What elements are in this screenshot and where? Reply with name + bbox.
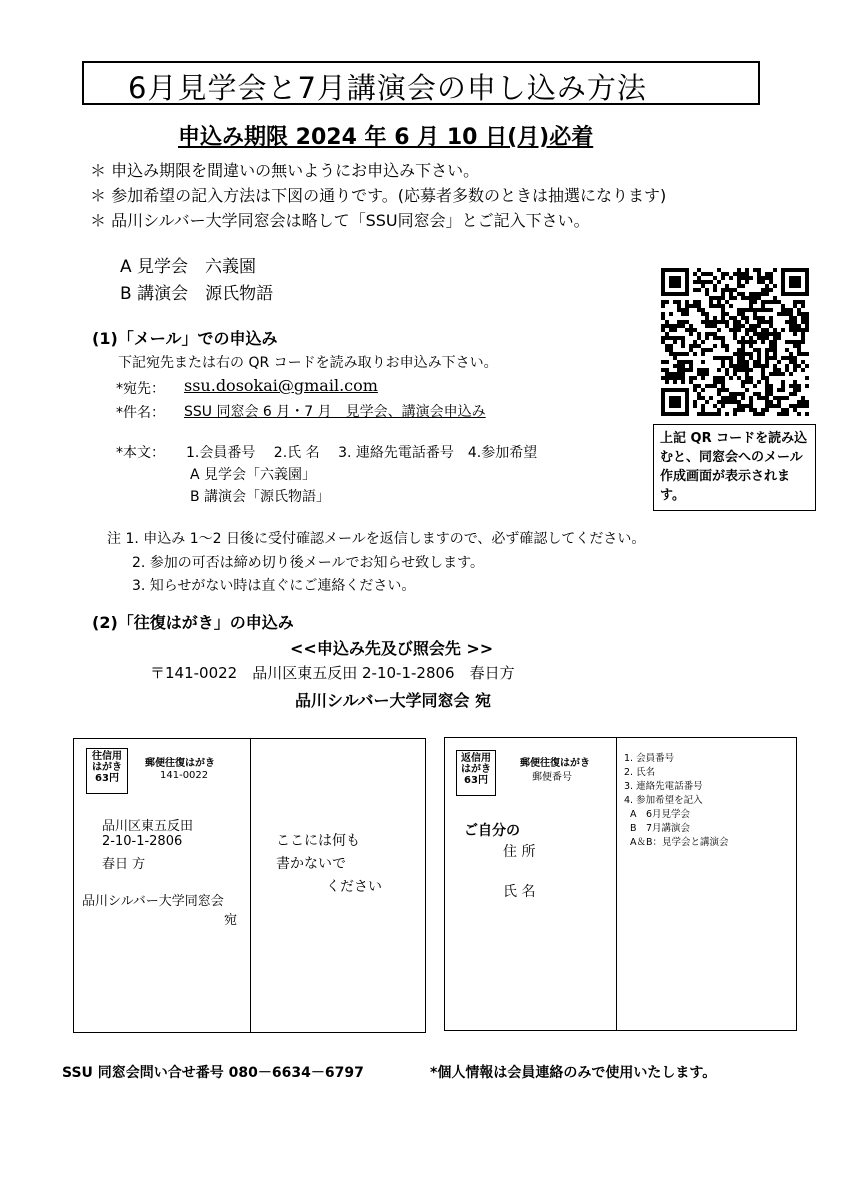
- footer-phone: SSU 同窓会問い合せ番号 080－6634－6797: [62, 1065, 364, 1081]
- blank-msg-2: 書かないで: [276, 856, 346, 872]
- bullet-3: ＊ 品川シルバー大学同窓会は略して「SSU同窓会」とご記入下さい。: [90, 211, 590, 230]
- stamp-line-1: 返信用: [461, 753, 491, 764]
- return-zip-label: 郵便番号: [532, 772, 572, 783]
- return-postcard: [444, 737, 797, 1031]
- bullet-2: ＊ 参加希望の記入方法は下図の通りです。(応募者多数のときは抽選になります): [90, 186, 667, 205]
- deadline: 申込み期限 2024 年 6 月 10 日(月)必着: [178, 125, 594, 150]
- body-item-b: B 講演会「源氏物語」: [190, 489, 331, 505]
- outgoing-addr-1: 品川区東五反田: [102, 819, 194, 834]
- footer-privacy: *個人情報は会員連絡のみで使用いたします。: [430, 1065, 717, 1081]
- blank-msg-1: ここには何も: [276, 833, 360, 849]
- bullet-1: ＊ 申込み期限を間違いの無いようにお申込み下さい。: [90, 161, 480, 180]
- return-item-4: 4. 参加希望を記入: [624, 795, 703, 806]
- note-1: 注 1. 申込み 1～2 日後に受付確認メールを返信しますので、必ず確認してください。: [107, 531, 646, 547]
- outgoing-org: 品川シルバー大学同窓会: [82, 894, 224, 909]
- event-b: B 講演会 源氏物語: [120, 284, 274, 304]
- subject-label: *件名：: [116, 405, 165, 421]
- qr-code[interactable]: [661, 268, 809, 416]
- stamp-line-2: はがき: [461, 764, 491, 775]
- contact-heading: <<申込み先及び照会先 >>: [290, 639, 494, 658]
- subject-value: SSU 同窓会 6 月・7 月 見学会、講演会申込み: [184, 404, 486, 420]
- outgoing-divider: [250, 738, 251, 1033]
- outgoing-addr-3: 春日 方: [102, 857, 146, 872]
- postcard-heading: (2)「往復はがき」の申込み: [92, 613, 294, 632]
- qr-note: 上記 QR コードを読み込むと、同窓会へのメール作成画面が表示されます。: [653, 424, 816, 511]
- outgoing-stamp: [86, 748, 128, 794]
- stamp-line-1: 往信用: [92, 751, 122, 762]
- return-item-2: 2. 氏名: [624, 767, 656, 778]
- stamp-line-3: 63円: [95, 773, 119, 784]
- mail-instruction: 下記宛先または右の QR コードを読み取りお申込み下さい。: [118, 355, 498, 371]
- outgoing-to: 宛: [224, 913, 238, 928]
- stamp-line-3: 63円: [464, 775, 488, 786]
- blank-msg-3: ください: [326, 879, 382, 895]
- body-label: *本文：: [116, 445, 165, 461]
- outgoing-addr-2: 2-10-1-2806: [102, 834, 183, 849]
- email-link[interactable]: ssu.dosokai@gmail.com: [184, 376, 378, 395]
- return-item-6: B 7月講演会: [630, 823, 691, 834]
- contact-address: 〒141-0022 品川区東五反田 2-10-1-2806 春日方: [150, 664, 515, 682]
- return-item-1: 1. 会員番号: [624, 753, 675, 764]
- return-stamp: [456, 750, 496, 796]
- page-title: 6月見学会と7月講演会の申し込み方法: [128, 71, 647, 105]
- return-address-label: 住 所: [503, 844, 536, 860]
- return-item-7: A＆B：見学会と講演会: [630, 837, 729, 848]
- body-items: 1.会員番号 2.氏 名 3. 連絡先電話番号 4.参加希望: [186, 445, 538, 461]
- return-item-5: A 6月見学会: [630, 809, 691, 820]
- mail-heading: (1)「メール」での申込み: [92, 329, 278, 348]
- event-a: A 見学会 六義園: [120, 257, 257, 277]
- outgoing-zip: 141-0022: [160, 770, 209, 781]
- stamp-line-2: はがき: [92, 762, 122, 773]
- return-divider: [616, 737, 617, 1031]
- return-item-3: 3. 連絡先電話番号: [624, 781, 703, 792]
- to-label: *宛先：: [116, 381, 165, 397]
- body-item-a: A 見学会「六義園」: [190, 467, 317, 483]
- return-card-title: 郵便往復はがき: [520, 758, 590, 769]
- contact-recipient: 品川シルバー大学同窓会 宛: [295, 691, 492, 710]
- outgoing-card-title: 郵便往復はがき: [145, 758, 215, 769]
- return-yours: ご自分の: [464, 823, 520, 839]
- note-3: 3. 知らせがない時は直ぐにご連絡ください。: [132, 578, 416, 594]
- return-name-label: 氏 名: [503, 884, 536, 900]
- note-2: 2. 参加の可否は締め切り後メールでお知らせ致します。: [132, 555, 484, 571]
